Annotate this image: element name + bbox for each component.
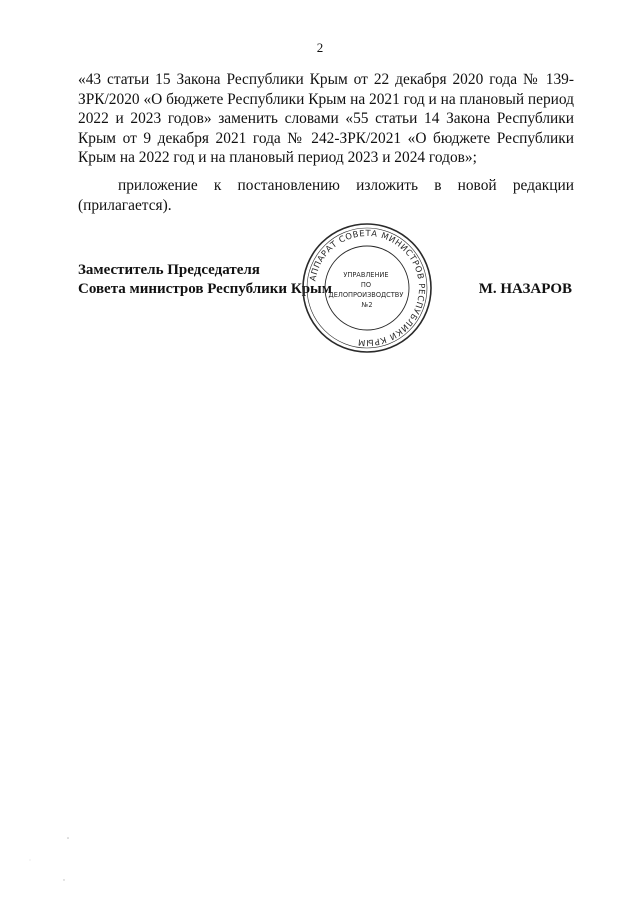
signatory-title-line1: Заместитель Председателя [78,262,260,278]
stamp-line-3: ДЕЛОПРОИЗВОДСТВУ [328,291,404,299]
page-number: 2 [316,40,324,55]
signatory-title-line2: Совета министров Республики Крым [78,281,332,297]
stamp-line-4: №2 [361,301,373,309]
stamp-line-1: УПРАВЛЕНИЕ [343,271,389,279]
stamp-line-2: ПО [360,281,372,289]
paragraph-amendment: «43 статьи 15 Закона Республики Крым от 22 декабря 2020 года № 139-ЗРК/2020 «О бюджете Республики Крым на 2021 год и на плановый период 2022 и 2023 годов» заменить словами «55 статьи 14 Закона Республики Крым от 9 декабря 2021 года № 242-ЗРК/2021 «О бюджете Республики Крым на 2022 год и на плановый период 2023 и 2024 годов»; [78,71,574,167]
signatory-name: М. НАЗАРОВ [478,281,572,297]
stamp-ring-text: АППАРАТ СОВЕТА МИНИСТРОВ РЕСПУБЛИКИ КРЫМ [307,227,428,349]
paragraph-appendix: приложение к постановлению изложить в новой редакции (прилагается). [78,177,574,214]
